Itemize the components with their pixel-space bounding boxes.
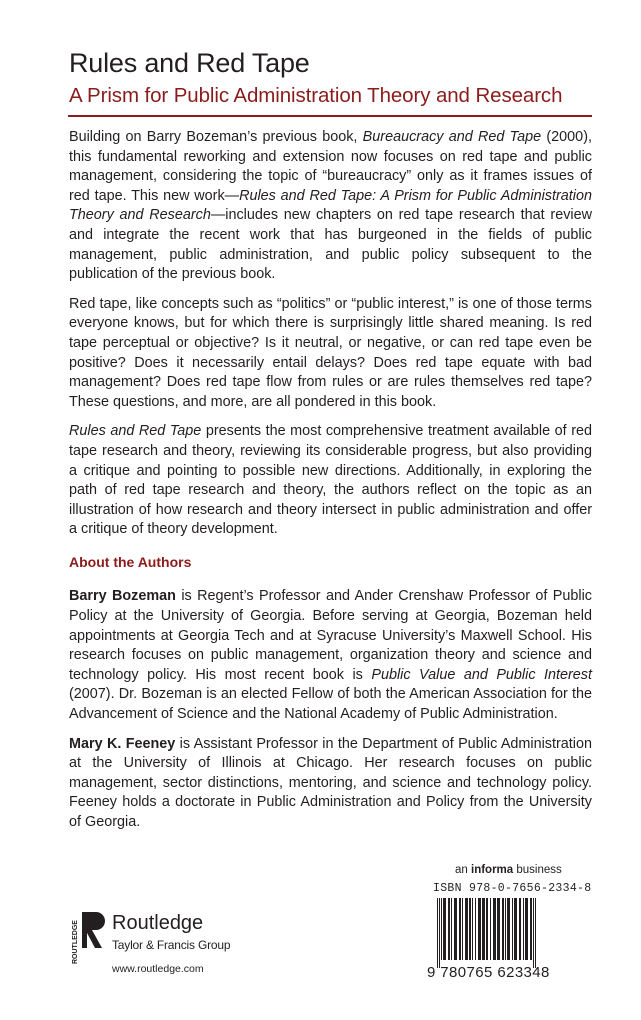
barcode-bar: [475, 898, 476, 960]
description-paragraph-3: Rules and Red Tape presents the most comprehensive treatment available of red tape research and theory, reviewing its considerable progress, but also providing a critique and pointing to possible new directions. Additionally, in exploring the path of red tape research and theory, the authors reflect on the topic as an illustration of how research and theory intersect in public administration and offer a critique of theory development.: [69, 423, 592, 538]
isbn-number: ISBN 978-0-7656-2334-8: [433, 882, 592, 895]
barcode-bar: [530, 898, 532, 960]
barcode-bar: [512, 898, 513, 960]
barcode-bar: [472, 898, 473, 960]
barcode-bar: [478, 898, 481, 960]
barcode-guard-bar: [533, 898, 534, 968]
barcode-bar: [482, 898, 485, 960]
barcode-bar: [451, 898, 452, 960]
barcode-bar: [505, 898, 506, 960]
publisher-name: Routledge: [112, 912, 204, 934]
ean-digits: 9 780765 623348: [427, 964, 550, 981]
informa-tagline: an informa business: [455, 864, 562, 876]
barcode-bars: [427, 898, 587, 968]
routledge-vertical-logo-text: ROUTLEDGE: [72, 920, 79, 964]
barcode-bar: [448, 898, 450, 960]
barcode-bar: [525, 898, 528, 960]
about-authors-heading: About the Authors: [69, 553, 192, 570]
title-divider: [68, 115, 592, 117]
barcode-bar: [523, 898, 524, 960]
author-name: Mary K. Feeney: [69, 735, 176, 752]
barcode-bar: [502, 898, 504, 960]
barcode-bar: [454, 898, 457, 960]
book-subtitle: A Prism for Public Administration Theory and Research: [69, 84, 563, 107]
publisher-url: www.routledge.com: [112, 963, 204, 975]
barcode-bar: [497, 898, 500, 960]
description-paragraph-1: Building on Barry Bozeman’s previous book, Bureaucracy and Red Tape (2000), this fundamental reworking and extension now focuses on red tape and public management, considering the topic of “bureaucracy” only as it frames issues of red tape. This new work—Rules and Red Tape: A Prism for Public Administration Theory and Research—includes new chapters on red tape research that review and integrate the recent work that has burgeoned in the fields of public management, public administration, and public policy subsequent to the publication of the previous book.: [69, 129, 592, 283]
author-bio-feeney: Mary K. Feeney is Assistant Professor in the Department of Public Administration at the University of Illinois at Chicago. Her research focuses on public management, sector distinctions, mentoring, and science and technology policy. Feeney holds a doctorate in Public Administration and Policy from the University of Georgia.: [69, 735, 592, 830]
publisher-group: Taylor & Francis Group: [112, 938, 231, 952]
barcode-bar: [462, 898, 463, 960]
back-cover-text: [69, 128, 592, 843]
barcode-bar: [441, 898, 442, 960]
barcode-guard-bar: [439, 898, 440, 968]
author-name: Barry Bozeman: [69, 588, 176, 605]
routledge-r-logo-icon: [66, 908, 106, 966]
isbn-barcode: [419, 878, 591, 988]
barcode-bar: [507, 898, 510, 960]
barcode-bar: [493, 898, 496, 960]
barcode-guard-bar: [535, 898, 536, 968]
barcode-bar: [443, 898, 446, 960]
publisher-block: [66, 908, 236, 978]
barcode-bar: [469, 898, 471, 960]
barcode-bar: [465, 898, 468, 960]
barcode-bar: [459, 898, 461, 960]
barcode-guard-bar: [437, 898, 438, 968]
description-paragraph-2: Red tape, like concepts such as “politics” or “public interest,” is one of those terms everyone knows, but for which there is surprisingly little shared meaning. Is red tape perceptual or objective? Is it neutral, or negative, or can red tape even be positive? Does it necessarily entail delays? Does red tape equate with bad management? Does red tape flow from rules or are rules themselves red tape? These questions, and more, are all pondered in this book.: [69, 295, 592, 410]
barcode-bar: [486, 898, 488, 960]
author-bio-bozeman: Barry Bozeman is Regent’s Professor and Ander Crenshaw Professor of Public Policy at the University of Georgia. Before serving at Georgia, Bozeman held appointments at Georgia Tech and at Syracuse University’s Maxwell School. His research focuses on public management, organization theory and science and technology policy. His most recent book is Public Value and Public Interest (2007). Dr. Bozeman is an elected Fellow of both the American Association for the Advancement of Science and the National Academy of Public Administration.: [69, 588, 592, 723]
book-title: Rules and Red Tape: [69, 48, 310, 78]
barcode-bar: [490, 898, 491, 960]
barcode-bar: [519, 898, 521, 960]
barcode-bar: [514, 898, 517, 960]
